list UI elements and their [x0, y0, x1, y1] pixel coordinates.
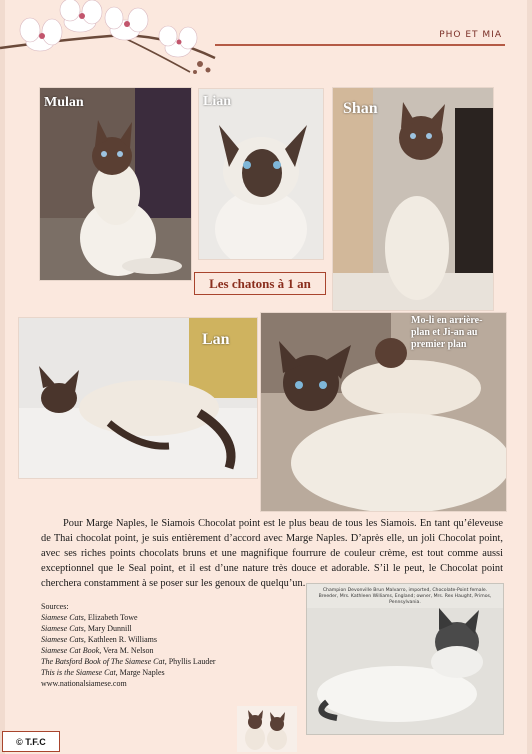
footer-kittens-image [237, 706, 297, 752]
copyright-badge: © T.F.C [2, 731, 60, 752]
sources-list [41, 601, 301, 689]
photo-label-moli-line-2: plan et Ji-an au [411, 327, 478, 338]
photo-label-mulan: Mulan [44, 95, 84, 110]
caption-kittens-one-year: Les chatons à 1 an [194, 272, 326, 295]
source-link[interactable]: www.nationalsiamese.com [41, 679, 127, 688]
orchid-decoration [0, 0, 220, 80]
sources-heading: Sources: [41, 602, 69, 611]
source-item: Siamese Cats, Kathleen R. Williams [41, 635, 157, 644]
photo-lian [198, 88, 324, 260]
photo-label-moli-line-3: premier plan [411, 339, 467, 350]
champion-cat-image [307, 584, 503, 734]
header-title: PHO ET MIA [439, 30, 502, 40]
photo-label-moli-jian [411, 315, 503, 351]
source-item: Siamese Cat Book, Vera M. Nelson [41, 646, 154, 655]
photo-mulan [39, 87, 192, 281]
photo-label-moli-line-1: Mo-li en arrière- [411, 315, 483, 326]
source-item: The Batsford Book of The Siamese Cat, Phyllis Lauder [41, 657, 216, 666]
champion-caption: Champion Devonville Brun Malvarro, imported, Chocolate-Point female. Breeder, Mrs. Kathleen Williams, England; owner, Mrs. Rex Haught, Primos, Pennsylvania. [318, 588, 492, 605]
source-item: This is the Siamese Cat, Marge Naples [41, 668, 165, 677]
source-item: Siamese Cats, Mary Dunnill [41, 624, 132, 633]
photo-moli-jian [260, 312, 507, 512]
source-item: Siamese Cats, Elizabeth Towe [41, 613, 138, 622]
header-rule [215, 44, 505, 46]
photo-label-lian: Lian [203, 94, 232, 109]
photo-label-shan: Shan [343, 100, 378, 117]
champion-photo [306, 583, 504, 735]
photo-shan [332, 87, 494, 311]
photo-lan [18, 317, 258, 479]
body-paragraph: Pour Marge Naples, le Siamois Chocolat point est le plus beau de tous les Siamois. En tant qu’éleveuse de Thai chocolat point, je suis entièrement d’accord avec Marge Naples. D’après elle, un joli Chocolat point, avec ses riches points chocolats bruns et une magnifique fourrure de couleur crème, est tout comme aussi exceptionnel que le Seal point, et il est d’une nature très douce et adorable. S’il le peut, le Chocolat point cherchera constamment à se poser sur les genoux de quelqu’un. [41, 518, 503, 589]
photo-label-lan: Lan [202, 331, 230, 348]
